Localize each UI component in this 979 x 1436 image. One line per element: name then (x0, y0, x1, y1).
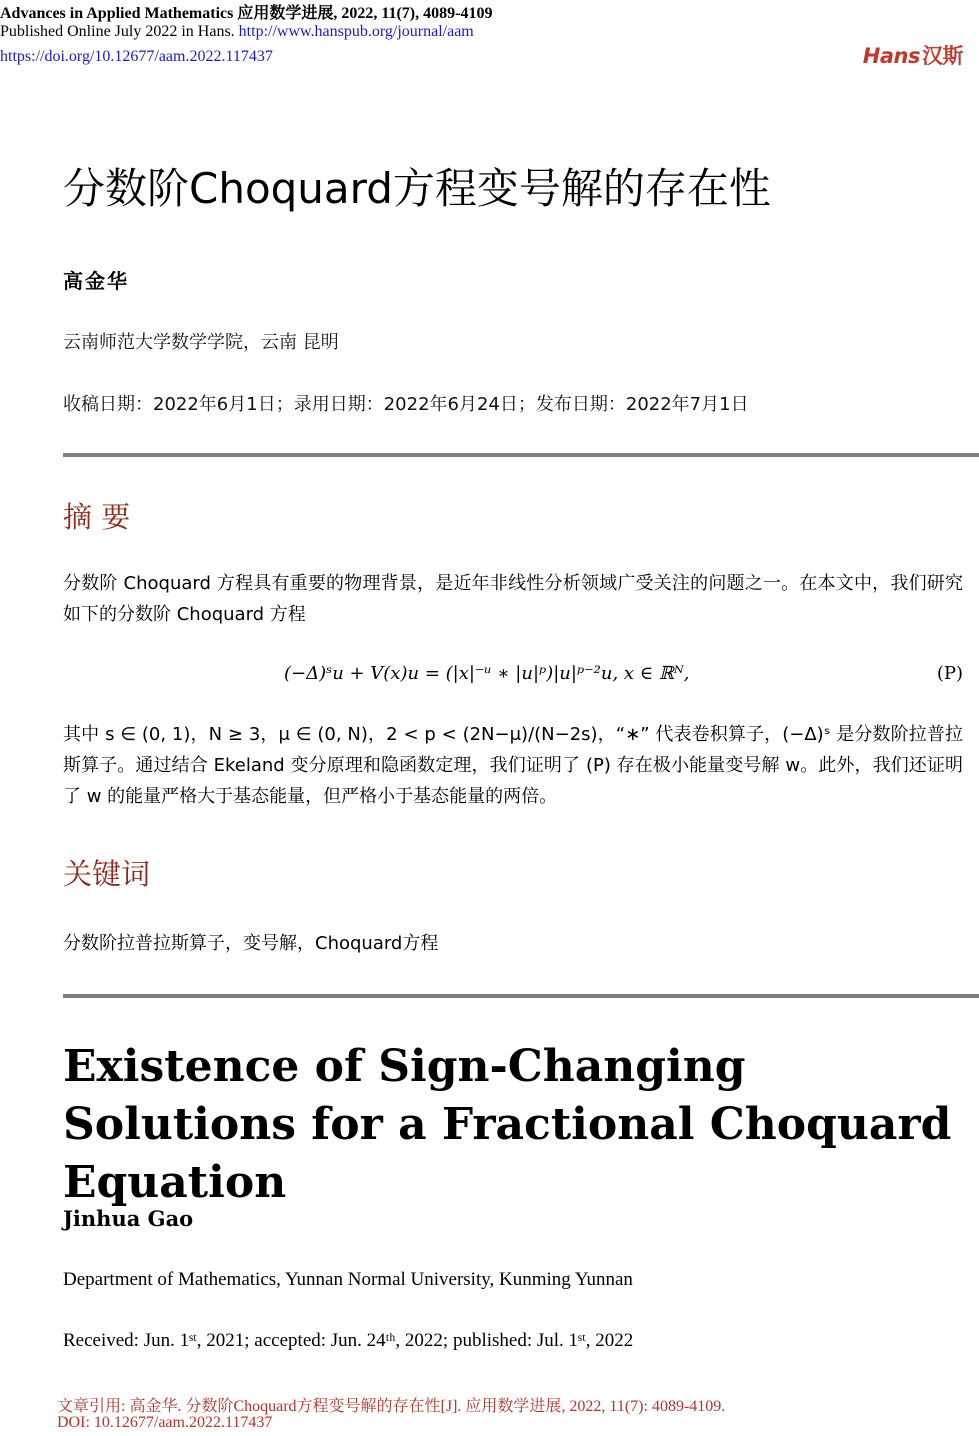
divider-bottom (63, 994, 979, 998)
divider-top (63, 453, 979, 457)
author-en: Jinhua Gao (63, 1206, 194, 1231)
affiliation-en: Department of Mathematics, Yunnan Normal University, Kunming Yunnan (63, 1269, 633, 1290)
affiliation-cn: 云南师范大学数学学院，云南 昆明 (63, 332, 339, 353)
abstract-paragraph-2: 其中 s ∈ (0, 1)，N ≥ 3，μ ∈ (0, N)，2 < p < (2N−μ)/(N−2s)，“∗” 代表卷积算子，(−Δ)ˢ 是分数阶拉普拉斯算子。通过结合 Ekeland 变分原理和隐函数定理，我们证明了 (P) 存在极小能量变号解 w。此外，我们还证明了 w 的能量严格大于基态能量，但严格小于基态能量的两倍。 (63, 724, 963, 807)
title-en: Existence of Sign-Changing Solutions for a Fractional Choquard Equation (63, 1041, 952, 1208)
published-line (0, 23, 474, 41)
abstract-paragraph-1: 分数阶 Choquard 方程具有重要的物理背景，是近年非线性分析领域广受关注的问题之一。在本文中，我们研究如下的分数阶 Choquard 方程 (63, 573, 963, 625)
hans-logo (863, 40, 963, 70)
dates-cn: 收稿日期：2022年6月1日；录用日期：2022年6月24日；发布日期：2022年7月1日 (63, 394, 749, 415)
dates-en: Received: Jun. 1ˢᵗ, 2021; accepted: Jun. 24ᵗʰ, 2022; published: Jul. 1ˢᵗ, 2022 (63, 1330, 634, 1351)
equation-p: (−Δ)ˢu + V(x)u = (|x|⁻ᵘ ∗ |u|ᵖ)|u|ᵖ⁻²u, x ∈ ℝᴺ, (284, 663, 690, 684)
journal-link[interactable]: http://www.hanspub.org/journal/aam (238, 23, 474, 40)
title-cn: 分数阶Choquard方程变号解的存在性 (63, 164, 771, 213)
keywords-cn: 分数阶拉普拉斯算子，变号解，Choquard方程 (63, 933, 439, 954)
keywords-heading: 关键词 (63, 857, 151, 891)
doi-link[interactable]: https://doi.org/10.12677/aam.2022.117437 (0, 48, 273, 65)
author-cn: 高金华 (63, 269, 129, 293)
citation-doi: DOI: 10.12677/aam.2022.117437 (57, 1414, 273, 1431)
equation-tag: (P) (936, 663, 963, 684)
logo-latin: Hans (862, 44, 920, 68)
logo-cn: 汉斯 (922, 44, 963, 68)
citation-line: 文章引用: 高金华. 分数阶Choquard方程变号解的存在性[J]. 应用数学进展, 2022, 11(7): 4089-4109. (57, 1398, 726, 1415)
published-text: Published Online July 2022 in Hans. (0, 23, 235, 40)
abstract-heading: 摘 要 (63, 500, 131, 534)
journal-line: Advances in Applied Mathematics 应用数学进展, 2022, 11(7), 4089-4109 (0, 5, 493, 22)
